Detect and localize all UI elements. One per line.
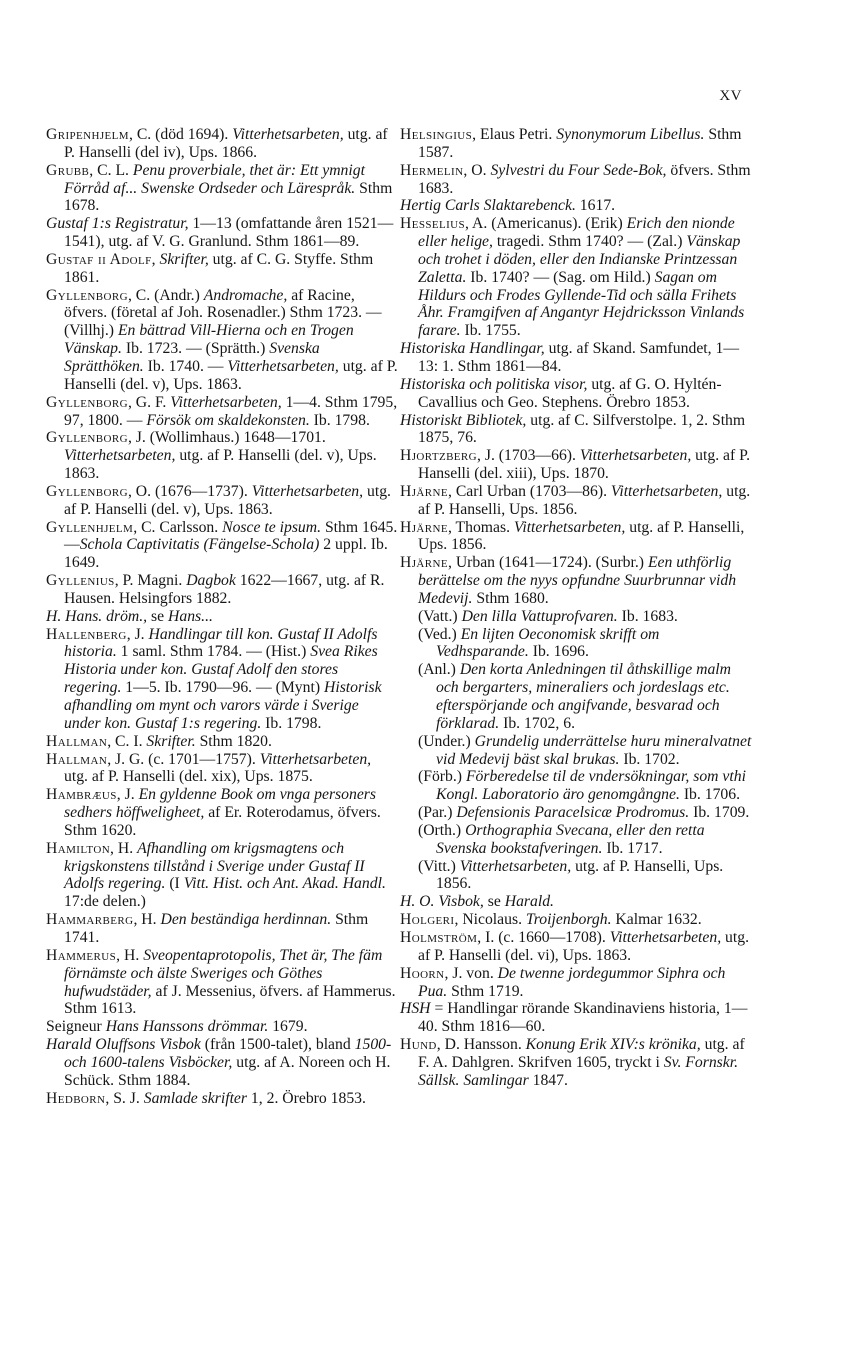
entry-title: Vitt. Hist. och Ant. Akad. Handl. [183,875,386,893]
entry-text: Sthm 1587. [418,126,742,161]
entry-title: Gustaf 1:s Registratur, [46,215,189,233]
bibliography-entry [400,608,752,626]
entry-title: Vitterhetsarbeten, [609,928,722,946]
entry-author: Hallman [46,750,108,768]
entry-title: Orthographia Svecana, eller den retta Svenska bookstafveringen. [436,821,705,857]
entry-title: Vitterhetsarbeten, [170,393,282,411]
entry-author: Gyllenius [46,572,115,590]
entry-text: Seigneur [46,1018,106,1036]
entry-text: , G. F. [127,393,171,411]
entry-title: Samlade skrifter [143,1089,247,1107]
entry-title: Sveopentaprotopolis, Thet är, The fäm förnämste och älste Sweriges och Göthes hufwudstäder, [64,946,383,1000]
bibliography-entry [400,804,752,822]
entry-text: (Orth.) [418,821,466,839]
entry-text: Sthm 1678. [64,179,393,215]
bibliography-entry [400,911,752,929]
entry-title: En bättrad Vill-Hierna och en Trogen Vänskap. [64,322,354,358]
entry-text: , S. J. [105,1089,144,1107]
entry-title: HSH [400,1000,431,1018]
bibliography-entry [46,519,398,573]
entry-title: H. Hans. dröm., [46,607,148,625]
entry-text: , C. (död 1694). [128,126,233,143]
entry-text: 1—5. Ib. 1790—96. — (Mynt) [121,679,324,697]
entry-text: af J. Messenius, öfvers. af Hammerus. Sthm 1613. [64,982,396,1018]
entry-text: utg. af A. Noreen och H. Schück. Sthm 1884. [64,1053,391,1089]
entry-author: Hamilton [46,839,111,857]
entry-author: Hesselius [400,215,466,233]
entry-text: Kalmar 1632. [611,911,702,929]
entry-text: , J. [116,786,139,804]
entry-title: Vitterhetsarbeten, [64,447,176,465]
entry-title: Sv. Fornskr. Sällsk. Samlingar [418,1053,739,1089]
entry-text: Ib. 1798. [261,714,322,732]
bibliography-entry [46,608,398,626]
bibliography-entry [46,1018,398,1036]
entry-text: 1—13 (omfattande åren 1521—1541), utg. af V. G. Granlund. Sthm 1861—89. [64,215,394,251]
bibliography-entry [46,162,398,216]
entry-text: , C. I. [107,732,147,750]
entry-title: Vänskap och trohet i döden, eller den Indianske Printzessan Zaletta. [418,233,741,286]
entry-text: tragedi. Sthm 1740? — (Zal.) [492,233,687,251]
entry-text: Ib. 1717. [602,839,663,857]
bibliography-entry [400,483,752,519]
bibliography-entry [400,661,752,732]
entry-text: , I. (c. 1660—1708). [477,928,610,946]
entry-title: Den korta Anledningen til åthskillige malm och bergarters, mineraliers och jordeslags etc. efterspörjande och angifvande, besvarad och förklarad. [436,661,731,732]
entry-text: = Handlingar rörande Skandinaviens historia, 1—40. Sthm 1816—60. [418,1000,748,1036]
entry-text: Ib. 1709. [689,804,750,822]
bibliography-entry [46,215,398,251]
entry-author: Hambræus [46,786,117,804]
entry-text: utg. af P. Hanselli, Ups. 1856. [436,857,724,893]
entry-title: Grundelig underrättelse huru mineralvatnet vid Medevij bäst skal brukas. [436,732,752,768]
entry-title: Historisk afhandling om mynt och varors värde i Sverige under kon. Gustaf 1:s regering. [64,679,382,732]
bibliography-entry [400,554,752,608]
entry-text: Ib. 1798. [309,411,370,429]
bibliography-entry [400,197,752,215]
entry-title: Harald Oluffsons Visbok [46,1036,201,1054]
entry-title: H. O. Visbok, [400,893,484,911]
entry-title: Andromache, [203,286,288,304]
bibliography-entry [400,447,752,483]
entry-text: Sthm 1645.— [64,518,398,554]
bibliography-entry [46,572,398,608]
entry-title: Hans... [168,607,213,625]
entry-text: , Nicolaus. [454,911,526,929]
bibliography-entry [400,519,752,555]
entry-text: , D. Hansson. [436,1036,526,1054]
entry-title: Hertig Carls Slaktarebenck. [400,197,576,215]
bibliography-entry [400,893,752,911]
entry-text: 1847. [528,1071,568,1089]
bibliography-entry [46,1090,398,1108]
entry-text: utg. af G. O. Hyltén-Cavallius och Geo. Stephens. Örebro 1853. [418,375,722,411]
entry-text: , H. [116,946,144,964]
entry-text: (Ved.) [418,625,461,643]
entry-text: , C. Carlsson. [133,518,223,536]
entry-title: Historiskt Bibliotek, [400,411,527,429]
entry-text: , Carl Urban (1703—86). [447,482,611,500]
bibliography-entry [400,412,752,448]
entry-author: Gustaf ii Adolf [46,250,152,268]
entry-title: Afhandling om krigsmagtens och krigskonstens tillstånd i Sverige under Gustaf II Adolfs regering. [64,839,365,893]
entry-title: Konung Erik XIV:s krönika, [525,1036,701,1054]
entry-title: Svenska Sprätthöken. [64,340,320,375]
entry-author: Hallenberg [46,625,127,643]
entry-title: Een uthförlig berättelse om the nyys opfundne Suurbrunnar vidh Medevij. [418,554,737,607]
entry-text: Ib. 1683. [617,607,678,625]
entry-title: Schola Captivitatis (Fängelse-Schola) [79,536,320,554]
entry-title: Harald. [504,893,554,911]
entry-title: Vitterhetsarbeten, [579,447,692,465]
bibliography-entry [400,858,752,894]
entry-author: Hjärne [400,482,448,500]
entry-author: Hammarberg [46,911,134,929]
bibliography-entry [400,626,752,662]
entry-title: Förberedelse til de vndersökningar, som vthi Kongl. Laboratorio äro genomgångne. [436,768,746,804]
entry-text: Ib. 1740. — [143,357,228,375]
entry-text: utg. af P. Hanselli, Ups. 1856. [418,482,751,518]
bibliography-entry [46,394,398,430]
bibliography-entry [400,340,752,376]
entry-title: Sylvestri du Four Sede-Bok, [490,161,667,179]
entry-text: Ib. 1723. — (Sprätth.) [121,340,270,358]
bibliography-entry [46,840,398,911]
entry-title: Framgifven af Angantyr Hejdricksson Vinlands farare. [418,304,745,340]
entry-title: Sagan om Hildurs och Frodes Gyllende-Tid och sälla Frihets Åhr. [418,268,737,322]
entry-text: , P. Magni. [114,572,187,590]
entry-author: Hund [400,1036,437,1054]
entry-title: 1500- och 1600-talens Visböcker, [64,1036,392,1071]
entry-text: , Thomas. [447,518,514,536]
entry-text: utg. af C. Silfverstolpe. 1, 2. Sthm 1875, 76. [418,411,746,447]
bibliography-entry [400,733,752,769]
entry-text: 2 uppl. Ib. 1649. [64,536,388,572]
entry-text: , J. (1703—66). [477,447,580,465]
bibliography-entry [46,626,398,733]
bibliography-entry [46,287,398,394]
entry-text: utg. af Skand. Samfundet, 1—13: 1. Sthm 1861—84. [418,340,740,375]
bibliography-entry [400,929,752,965]
entry-text: utg. af P. Hanselli (del. v), Ups. 1863. [64,482,391,518]
entry-text: 1—4. Sthm 1795, 97, 1800. — [64,393,398,429]
entry-text: (från 1500-talet), bland [200,1036,355,1054]
entry-text: (Par.) [418,804,457,822]
entry-title: Noscе te ipsum. [222,518,322,536]
entry-text: Sthm 1719. [447,982,524,1000]
entry-title: Synonymorum Libellus. [556,126,705,143]
bibliography-entry [46,1036,398,1090]
entry-author: Hjärne [400,518,448,536]
bibliography-entry [400,162,752,198]
entry-author: Hoorn [400,964,445,982]
entry-author: Hjärne [400,554,448,572]
entry-text: Sthm 1680. [472,589,549,607]
bibliography-entry [400,215,752,340]
entry-text: , J. von. [444,964,498,982]
entry-text: Ib. 1706. [679,786,741,804]
entry-text: 17:de delen.) [64,893,146,911]
entry-author: Helsingius [400,126,473,143]
left-column [46,126,398,1107]
entry-text: Ib. 1696. [528,643,589,661]
entry-author: Hallman [46,732,108,750]
entry-text: 1, 2. Örebro 1853. [247,1089,366,1107]
entry-author: Gyllenhjelm [46,518,134,536]
entry-text: öfvers. Sthm 1683. [418,161,751,197]
entry-text: utg. af P. Hanselli (del. v), Ups. 1863. [64,447,377,483]
entry-text: (Under.) [418,732,475,750]
bibliography-entry [400,126,752,162]
entry-text: (I [165,875,184,893]
entry-text: Ib. 1702, 6. [499,714,576,732]
entry-author: Gyllenborg [46,482,128,500]
entry-text: af Er. Roterodamus, öfvers. Sthm 1620. [64,804,381,839]
entry-text: , C. (Andr.) [127,286,204,304]
entry-text: (Förb.) [418,768,466,786]
entry-text: Ib. 1702. [619,750,680,768]
entry-text: , O. (1676—1737). [127,482,252,500]
entry-text: , O. [463,161,491,179]
entry-text: 1617. [575,197,616,215]
bibliography-entry [46,429,398,483]
bibliography-entry [400,1000,752,1036]
entry-text: se [147,607,169,625]
entry-text: , [151,250,160,268]
bibliography-entry [400,376,752,412]
entry-title: Erich den nionde eller helige, [418,215,735,251]
entry-text: , J. (Wollimhaus.) 1648—1701. [127,429,326,447]
entry-title: En lijten Oeconomisk skrifft om Vedhsparande. [436,625,660,661]
bibliography-entry [46,751,398,787]
entry-author: Gyllenborg [46,286,128,304]
entry-title: Historiska Handlingar, [400,340,545,358]
entry-title: De twenne jordegummor Siphra och Pua. [418,964,726,1000]
bibliography-entry [400,1036,752,1090]
page-number: XV [719,88,742,104]
entry-title: Hans Hanssons drömmar. [105,1018,269,1036]
entry-title: Skrifter. [146,732,196,750]
entry-title: Dagbok [186,572,236,590]
entry-author: Holgeri [400,911,455,929]
entry-text: utg. af P. Hanselli (del. v), Ups. 1863. [64,357,398,393]
entry-text: af Racine, öfvers. (företal af Joh. Rosenadler.) Sthm 1723. — (Villhj.) [64,286,382,340]
entry-title: Troijenborgh. [525,911,612,929]
bibliography-entry [400,822,752,858]
bibliography-entry [46,911,398,947]
entry-text: utg. af P. Hanselli (del. xix), Ups. 1875. [64,768,313,786]
bibliography-entry [46,733,398,751]
entry-text: utg. af P. Hanselli, Ups. 1856. [418,518,745,554]
entry-title: Den lilla Vattuprofvaren. [461,607,618,625]
entry-title: En gyldenne Book om vnga personers sedhers höffweligheet, [64,786,377,822]
bibliography-entry [400,965,752,1001]
entry-text: , H. [133,911,161,929]
entry-title: Svea Rikes Historia under kon. Gustaf Adolf den stores regering. [64,643,378,697]
bibliography-entry [46,251,398,287]
entry-text: utg. af F. A. Dahlgren. Skrifven 1605, tryckt i [418,1036,745,1071]
entry-author: Hedborn [46,1089,106,1107]
entry-text: (Vatt.) [418,607,462,625]
entry-text: Ib. 1755. [460,322,521,340]
entry-text: Sthm 1820. [195,732,272,750]
entry-title: Vitterhetsarbeten, [259,750,372,768]
entry-title: Vitterhetsarbeten, [513,518,626,536]
entry-text: (Anl.) [418,661,460,679]
bibliography-entry [46,483,398,519]
entry-text: Ib. 1740? — (Sag. om Hild.) [466,268,655,286]
entry-title: Vitterhetsarbeten, [251,482,364,500]
entry-text: 1679. [268,1018,308,1036]
bibliography-entry [46,126,398,162]
entry-text: , J. [126,625,149,643]
entry-text: utg. af P. Hanselli (del iv), Ups. 1866. [64,126,388,161]
entry-title: Den beständiga herdinnan. [160,911,332,929]
entry-text: utg. af P. Hanselli (del. xiii), Ups. 1870. [418,447,751,483]
entry-title: Vitterhetsarbeten, [227,357,339,375]
entry-author: Hammerus [46,946,117,964]
entry-author: Grubb [46,161,90,179]
entry-author: Hjortzberg [400,447,478,465]
entry-text: utg. af C. G. Styffe. Sthm 1861. [64,250,374,286]
entry-text: , Elaus Petri. [472,126,557,143]
entry-title: Vitterhetsarbeten, [459,857,572,875]
entry-title: Vitterhetsarbeten, [610,482,723,500]
bibliography-entry [46,947,398,1018]
right-column [400,126,752,1090]
entry-title: Försök om skaldekonsten. [146,411,310,429]
entry-title: Historiska och politiska visor, [400,375,588,393]
entry-title: Handlingar till kon. Gustaf II Adolfs historia. [64,625,378,661]
entry-text: se [483,893,505,911]
bibliography-entry [46,786,398,840]
entry-author: Gyllenborg [46,393,128,411]
entry-author: Gyllenborg [46,429,128,447]
entry-text: , Urban (1641—1724). (Surbr.) [447,554,648,572]
entry-title: Defensionis Paracelsicæ Prodromus. [456,804,690,822]
entry-text: (Vitt.) [418,857,460,875]
entry-text: utg. af P. Hanselli (del. vi), Ups. 1863. [418,928,750,964]
entry-title: Skrifter, [159,250,209,268]
entry-text: , C. L. [89,161,133,179]
entry-text: Sthm 1741. [64,911,369,946]
entry-author: Holmström [400,928,478,946]
entry-text: , A. (Americanus). (Erik) [465,215,627,233]
entry-text: 1622—1667, utg. af R. Hausen. Helsingfors 1882. [64,572,385,607]
entry-text: , H. [110,839,138,857]
entry-title: Vitterhetsarbeten, [232,126,344,143]
entry-text: , J. G. (c. 1701—1757). [107,750,260,768]
entry-text: 1 saml. Sthm 1784. — (Hist.) [116,643,311,661]
entry-author: Hermelin [400,161,464,179]
bibliography-entry [400,768,752,804]
entry-title: Penu proverbiale, thet är: Ett ymnigt Förråd af... Swenske Ordseder och Lärespråk. [64,161,365,197]
entry-author: Gripenhjelm [46,126,129,143]
